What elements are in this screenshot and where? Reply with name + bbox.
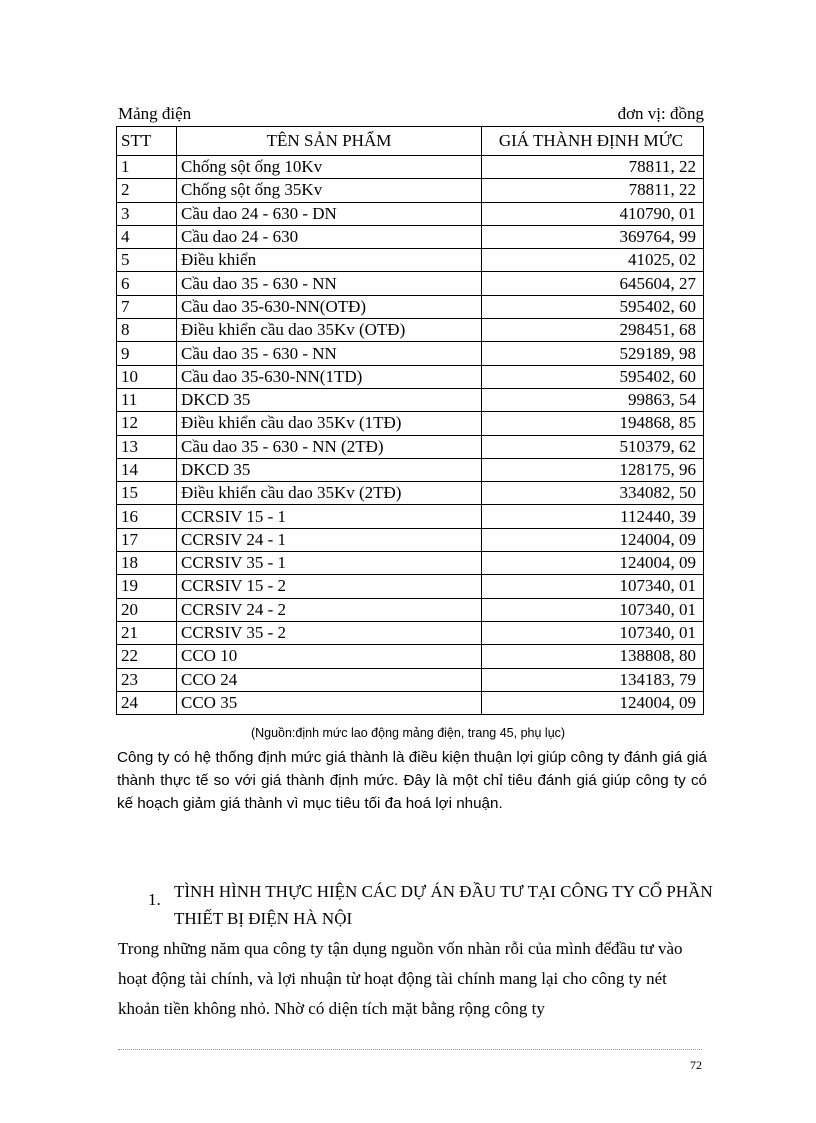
cell-product: Chống sột ống 10Kv <box>177 156 482 179</box>
section-title: TÌNH HÌNH THỰC HIỆN CÁC DỰ ÁN ĐẦU TƯ TẠI CÔNG TY CỔ PHẦN THIẾT BỊ ĐIỆN HÀ NỘI <box>174 882 713 928</box>
cell-product: Điều khiển <box>177 249 482 272</box>
cell-product: Cầu dao 35 - 630 - NN (2TĐ) <box>177 435 482 458</box>
column-header-price: GIÁ THÀNH ĐỊNH MỨC <box>482 127 704 156</box>
cell-stt: 7 <box>117 295 177 318</box>
cell-stt: 14 <box>117 458 177 481</box>
column-header-product: TÊN SẢN PHẨM <box>177 127 482 156</box>
table-category-label: Mảng điện <box>118 104 192 123</box>
cell-price: 410790, 01 <box>482 202 704 225</box>
table-row <box>117 179 704 202</box>
paragraph-2: Trong những năm qua công ty tận dụng nguồn vốn nhàn rỗi của mình đểđầu tư vào hoạt động tài chính, và lợi nhuận từ hoạt động tài chính mang lại cho công ty nét khoản tiền không nhỏ. Nhờ có diện tích mặt bằng rộng công ty <box>118 939 683 1018</box>
cell-price: 107340, 01 <box>482 598 704 621</box>
cell-price: 194868, 85 <box>482 412 704 435</box>
cell-product: CCRSIV 15 - 2 <box>177 575 482 598</box>
table-row <box>117 621 704 644</box>
table-row <box>117 691 704 714</box>
table-row <box>117 505 704 528</box>
cell-product: DKCD 35 <box>177 458 482 481</box>
cell-price: 78811, 22 <box>482 156 704 179</box>
cell-product: CCRSIV 15 - 1 <box>177 505 482 528</box>
cell-price: 645604, 27 <box>482 272 704 295</box>
cell-price: 510379, 62 <box>482 435 704 458</box>
cell-stt: 19 <box>117 575 177 598</box>
cell-product: Chống sột ống 35Kv <box>177 179 482 202</box>
cell-price: 124004, 09 <box>482 691 704 714</box>
cell-price: 334082, 50 <box>482 482 704 505</box>
table-row <box>117 225 704 248</box>
cell-stt: 24 <box>117 691 177 714</box>
cell-product: Cầu dao 35 - 630 - NN <box>177 272 482 295</box>
table-row <box>117 156 704 179</box>
cell-stt: 1 <box>117 156 177 179</box>
table-row <box>117 575 704 598</box>
table-row <box>117 668 704 691</box>
cell-stt: 4 <box>117 225 177 248</box>
column-header-stt: STT <box>117 127 177 156</box>
cell-product: Cầu dao 35 - 630 - NN <box>177 342 482 365</box>
table-row <box>117 342 704 365</box>
cell-price: 99863, 54 <box>482 388 704 411</box>
footer-divider <box>118 1049 702 1050</box>
table-row <box>117 458 704 481</box>
cell-price: 124004, 09 <box>482 528 704 551</box>
cell-stt: 18 <box>117 552 177 575</box>
price-table <box>116 126 704 715</box>
table-row <box>117 319 704 342</box>
cell-price: 369764, 99 <box>482 225 704 248</box>
cell-stt: 10 <box>117 365 177 388</box>
section-number: 1. <box>148 890 161 909</box>
cell-stt: 20 <box>117 598 177 621</box>
cell-product: CCRSIV 35 - 2 <box>177 621 482 644</box>
table-row <box>117 295 704 318</box>
cell-price: 529189, 98 <box>482 342 704 365</box>
cell-stt: 2 <box>117 179 177 202</box>
paragraph-1: Công ty có hệ thống định mức giá thành là điều kiện thuận lợi giúp công ty đánh giá giá thành thực tế so với giá thành định mức. Đây là một chỉ tiêu đánh giá giúp công ty có kế hoạch giảm giá thành vì mục tiêu tối đa hoá lợi nhuận. <box>117 749 707 812</box>
cell-stt: 3 <box>117 202 177 225</box>
table-caption-row <box>118 104 704 124</box>
cell-price: 112440, 39 <box>482 505 704 528</box>
cell-price: 595402, 60 <box>482 365 704 388</box>
cell-stt: 13 <box>117 435 177 458</box>
cell-price: 78811, 22 <box>482 179 704 202</box>
table-header-row <box>117 127 704 156</box>
cell-stt: 23 <box>117 668 177 691</box>
cell-product: Điều khiển cầu dao 35Kv (OTĐ) <box>177 319 482 342</box>
cell-stt: 5 <box>117 249 177 272</box>
source-note: (Nguồn:định mức lao động mảng điện, trang 45, phụ lục) <box>250 726 566 740</box>
table-row <box>117 552 704 575</box>
table-row <box>117 435 704 458</box>
cell-product: Cầu dao 24 - 630 - DN <box>177 202 482 225</box>
table-unit-label: đơn vị: đồng <box>617 104 704 123</box>
table-row <box>117 249 704 272</box>
cell-product: Điều khiển cầu dao 35Kv (1TĐ) <box>177 412 482 435</box>
cell-price: 298451, 68 <box>482 319 704 342</box>
cell-product: CCRSIV 24 - 1 <box>177 528 482 551</box>
table-body <box>117 156 704 715</box>
table-row <box>117 272 704 295</box>
table-row <box>117 645 704 668</box>
cell-price: 595402, 60 <box>482 295 704 318</box>
cell-stt: 12 <box>117 412 177 435</box>
cell-product: Cầu dao 35-630-NN(OTĐ) <box>177 295 482 318</box>
cell-product: CCO 35 <box>177 691 482 714</box>
table-row <box>117 528 704 551</box>
table-row <box>117 202 704 225</box>
cell-price: 138808, 80 <box>482 645 704 668</box>
cell-product: CCO 10 <box>177 645 482 668</box>
cell-price: 124004, 09 <box>482 552 704 575</box>
table-row <box>117 365 704 388</box>
cell-stt: 9 <box>117 342 177 365</box>
cell-stt: 11 <box>117 388 177 411</box>
table-row <box>117 598 704 621</box>
cell-price: 134183, 79 <box>482 668 704 691</box>
cell-price: 41025, 02 <box>482 249 704 272</box>
table-row <box>117 412 704 435</box>
cell-product: DKCD 35 <box>177 388 482 411</box>
cell-price: 128175, 96 <box>482 458 704 481</box>
cell-stt: 6 <box>117 272 177 295</box>
cell-product: Cầu dao 24 - 630 <box>177 225 482 248</box>
cell-product: CCRSIV 24 - 2 <box>177 598 482 621</box>
cell-price: 107340, 01 <box>482 621 704 644</box>
cell-stt: 22 <box>117 645 177 668</box>
cell-stt: 21 <box>117 621 177 644</box>
page-number: 72 <box>690 1058 702 1072</box>
cell-stt: 16 <box>117 505 177 528</box>
cell-stt: 15 <box>117 482 177 505</box>
cell-product: CCO 24 <box>177 668 482 691</box>
cell-product: Cầu dao 35-630-NN(1TD) <box>177 365 482 388</box>
cell-stt: 8 <box>117 319 177 342</box>
table-row <box>117 482 704 505</box>
cell-product: Điều khiển cầu dao 35Kv (2TĐ) <box>177 482 482 505</box>
cell-product: CCRSIV 35 - 1 <box>177 552 482 575</box>
table-row <box>117 388 704 411</box>
cell-price: 107340, 01 <box>482 575 704 598</box>
cell-stt: 17 <box>117 528 177 551</box>
